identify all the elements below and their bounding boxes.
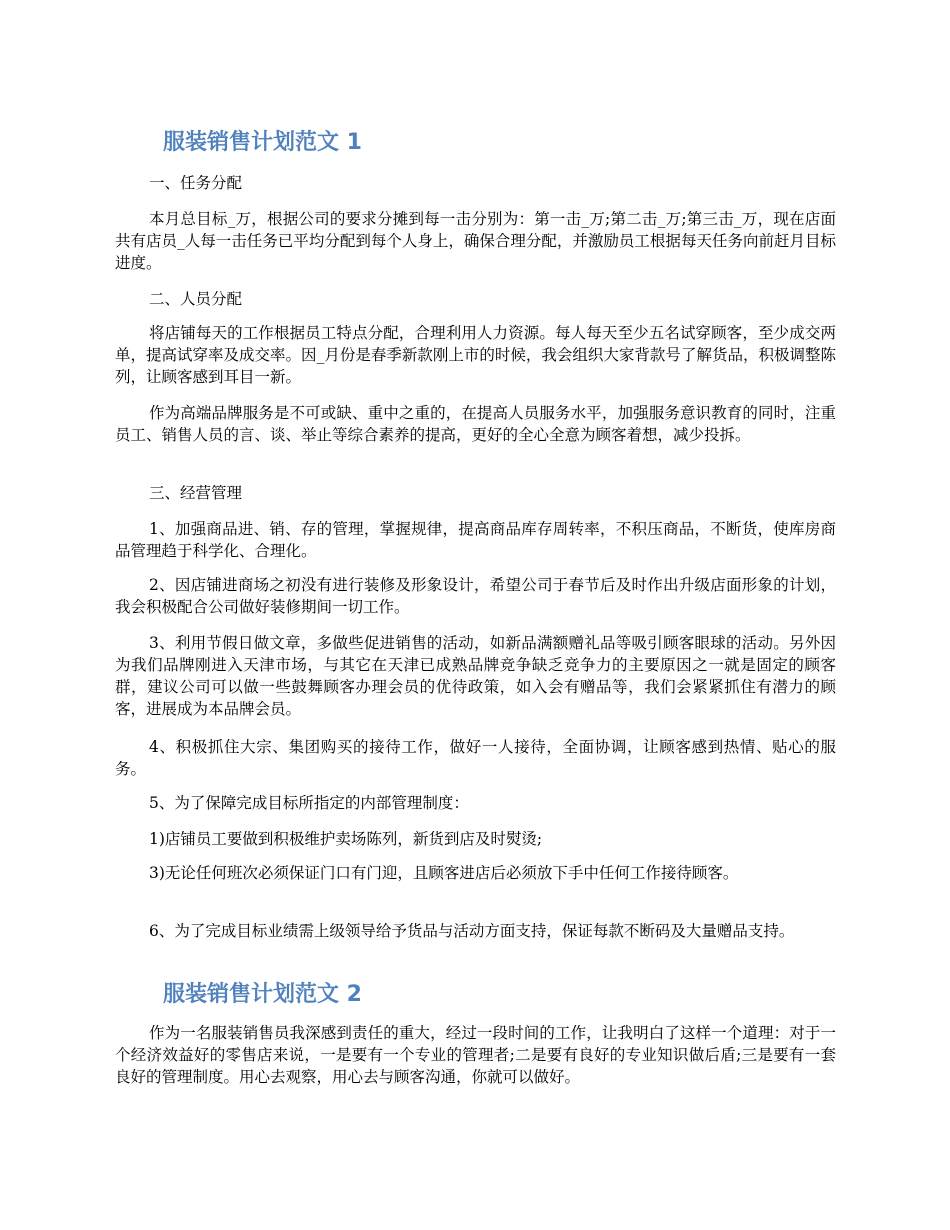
subheading-staff-allocation: 二、人员分配 — [149, 290, 243, 308]
paragraph-sales-intro: 作为一名服装销售员我深感到责任的重大，经过一段时间的工作，让我明白了这样一个道理：对于一个经济效益好的零售店来说，一是要有一个专业的管理者;二是要有良好的专业知识做后盾;三是要有一套良好的管理制度。用心去观察，用心去与顾客沟通，你就可以做好。 — [115, 1024, 836, 1086]
paragraph-item-6: 6、为了完成目标业绩需上级领导给予货品与活动方面支持，保证每款不断码及大量赠品支持。 — [149, 922, 795, 940]
paragraph-item-5: 5、为了保障完成目标所指定的内部管理制度： — [149, 794, 469, 812]
paragraph-item-1: 1、加强商品进、销、存的管理，掌握规律，提高商品库存周转率，不积压商品，不断货，使库房商品管理趋于科学化、合理化。 — [115, 520, 836, 560]
paragraph-item-2: 2、因店铺进商场之初没有进行装修及形象设计，希望公司于春节后及时作出升级店面形象的计划，我会积极配合公司做好装修期间一切工作。 — [115, 576, 836, 616]
paragraph-staff-work: 将店铺每天的工作根据员工特点分配，合理利用人力资源。每人每天至少五名试穿顾客，至少成交两单，提高试穿率及成交率。因_月份是春季新款刚上市的时候，我会组织大家背款号了解货品，积极调整陈列，让顾客感到耳目一新。 — [115, 324, 836, 386]
section-title-1: 服装销售计划范文 1 — [163, 130, 362, 155]
paragraph-monthly-target: 本月总目标_万，根据公司的要求分摊到每一击分别为：第一击_万;第二击_万;第三击_万，现在店面共有店员_人每一击任务已平均分配到每个人身上，确保合理分配，并激励员工根据每天任务向前赶月目标进度。 — [115, 210, 836, 272]
subheading-business-management: 三、经营管理 — [149, 484, 243, 502]
paragraph-subitem-3: 3)无论任何班次必须保证门口有门迎，且顾客进店后必须放下手中任何工作接待顾客。 — [149, 864, 739, 882]
subheading-task-allocation: 一、任务分配 — [149, 174, 243, 192]
section-title-2: 服装销售计划范文 2 — [163, 982, 362, 1007]
paragraph-subitem-1: 1)店铺员工要做到积极维护卖场陈列，新货到店及时熨烫; — [149, 830, 543, 848]
paragraph-item-4: 4、积极抓住大宗、集团购买的接待工作，做好一人接待，全面协调，让顾客感到热情、贴心的服务。 — [115, 738, 836, 778]
paragraph-service-quality: 作为高端品牌服务是不可或缺、重中之重的，在提高人员服务水平，加强服务意识教育的同时，注重员工、销售人员的言、谈、举止等综合素养的提高，更好的全心全意为顾客着想，减少投拆。 — [115, 404, 836, 444]
paragraph-item-3: 3、利用节假日做文章，多做些促进销售的活动，如新品满额赠礼品等吸引顾客眼球的活动。另外因为我们品牌刚进入天津市场，与其它在天津已成熟品牌竞争缺乏竞争力的主要原因之一就是固定的顾客群，建议公司可以做一些鼓舞顾客办理会员的优待政策，如入会有赠品等，我们会紧紧抓住有潜力的顾客，进展成为本品牌会员。 — [115, 634, 836, 718]
